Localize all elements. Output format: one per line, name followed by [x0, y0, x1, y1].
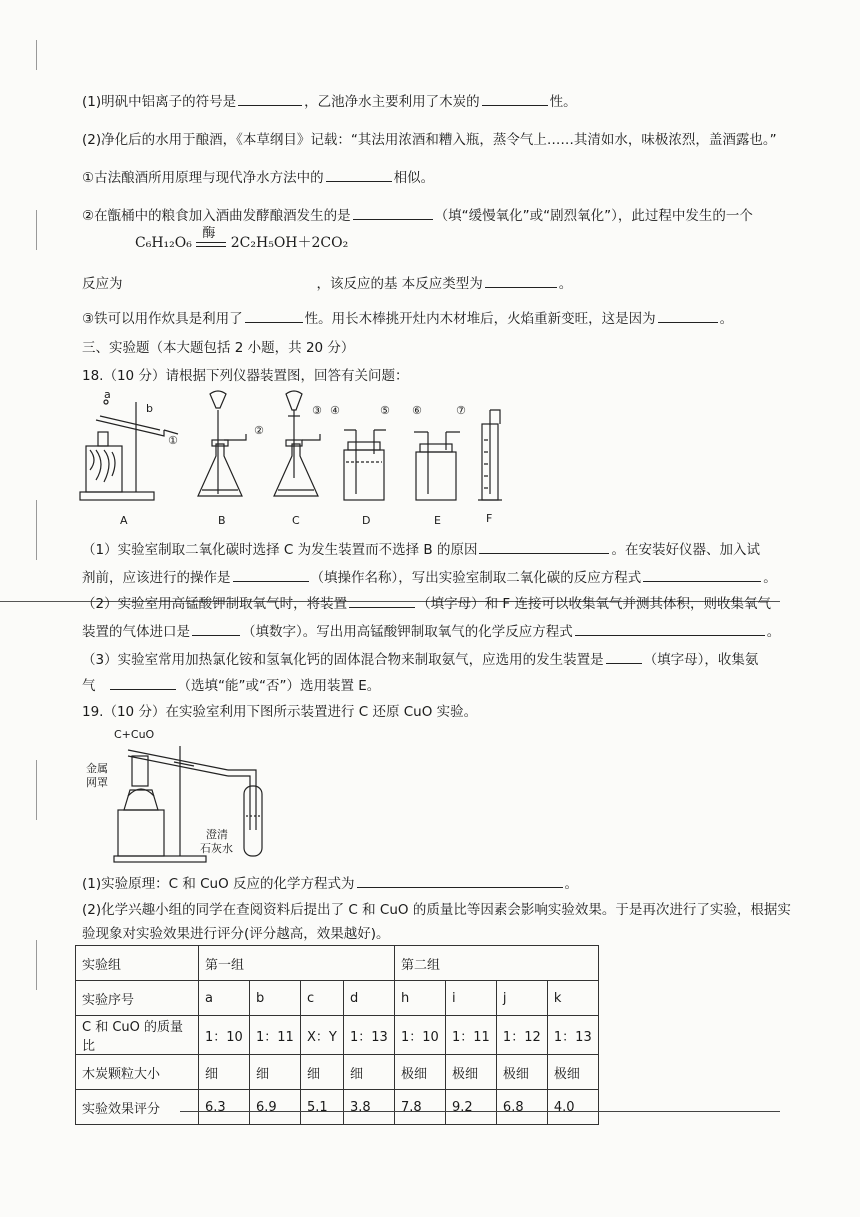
- apparatus-b: [198, 391, 246, 496]
- answer-blank[interactable]: [485, 275, 557, 288]
- table-header-cell: 第二组: [394, 946, 598, 981]
- table-row: [76, 1055, 599, 1090]
- question-18-2-line-b: 装置的气体进口是 （填数字）。写出用高锰酸钾制取氧气的化学反应方程式 。: [82, 624, 781, 640]
- label-a: a: [104, 388, 111, 401]
- table-cell: 1：11: [445, 1016, 496, 1055]
- caption-b: B: [218, 514, 226, 527]
- table-cell: 极细: [445, 1055, 496, 1090]
- apparatus-d: [344, 430, 386, 500]
- binding-margin-line: [36, 500, 37, 560]
- answer-blank[interactable]: [575, 623, 765, 636]
- table-cell: h: [394, 981, 445, 1016]
- label-limewater: 澄清: [206, 828, 228, 841]
- question-2-3-line: ③铁可以用作炊具是利用了 性。用长木棒挑开灶内木材堆后，火焰重新变旺，这是因为 。: [82, 311, 734, 327]
- label-3: ③: [312, 404, 322, 417]
- label-c-cuo: C+CuO: [114, 728, 155, 741]
- binding-margin-line: [36, 40, 37, 70]
- table-cell: i: [445, 981, 496, 1016]
- table-cell: 1：10: [394, 1016, 445, 1055]
- question-2-line: (2)净化后的水用于酿酒，《本草纲目》记载：“其法用浓酒和糟入瓶，蒸令气上……其清如水，味极浓烈，盖酒露也。”: [82, 132, 777, 148]
- caption-c: C: [292, 514, 300, 527]
- label-4: ④: [330, 404, 340, 417]
- table-cell: 细: [300, 1055, 343, 1090]
- answer-blank[interactable]: [606, 651, 642, 664]
- chemical-equation: C₆H₁₂O₆ 酶 2C₂H₅OH＋2CO₂: [135, 226, 349, 251]
- question-18-1-line: （1）实验室制取二氧化碳时选择 C 为发生装置而不选择 B 的原因 。在安装好仪器、加入试: [82, 542, 760, 558]
- table-cell: 6.9: [249, 1090, 300, 1125]
- question-2-2-line: ②在甑桶中的粮食加入酒曲发酵酿酒发生的是 （填“缓慢氧化”或“剧烈氧化”），此过程中发生的一个: [82, 208, 753, 224]
- table-cell: 7.8: [394, 1090, 445, 1125]
- apparatus-a: [80, 400, 178, 500]
- caption-a: A: [120, 514, 128, 527]
- answer-blank[interactable]: [482, 93, 548, 106]
- row-label: 实验效果评分: [76, 1090, 199, 1125]
- table-cell: 9.2: [445, 1090, 496, 1125]
- table-cell: b: [249, 981, 300, 1016]
- table-cell: 细: [249, 1055, 300, 1090]
- table-cell: 1：13: [547, 1016, 598, 1055]
- table-row: [76, 1016, 599, 1055]
- row-label: 木炭颗粒大小: [76, 1055, 199, 1090]
- label-metal-mesh: 网罩: [86, 776, 108, 789]
- answer-blank[interactable]: [357, 875, 563, 888]
- label-5: ⑤: [380, 404, 390, 417]
- table-cell: 6.3: [199, 1090, 250, 1125]
- answer-blank[interactable]: [245, 310, 303, 323]
- table-cell: 细: [343, 1055, 394, 1090]
- table-cell: 1：12: [496, 1016, 547, 1055]
- table-cell: 1：11: [249, 1016, 300, 1055]
- table-cell: 极细: [547, 1055, 598, 1090]
- answer-blank[interactable]: [479, 541, 609, 554]
- binding-margin-line: [36, 940, 37, 990]
- c-reduces-cuo-apparatus: [110, 726, 280, 866]
- label-metal-mesh: 金属: [86, 762, 108, 775]
- question-19-2-line: (2)化学兴趣小组的同学在查阅资料后提出了 C 和 CuO 的质量比等因素会影响实验效果。于是再次进行了实验，根据实: [82, 902, 791, 918]
- question-19-title: 19.（10 分）在实验室利用下图所示装置进行 C 还原 CuO 实验。: [82, 704, 478, 720]
- row-label: 实验序号: [76, 981, 199, 1016]
- answer-blank[interactable]: [643, 569, 761, 582]
- table-header-row: [76, 946, 599, 981]
- row-label: C 和 CuO 的质量比: [76, 1016, 199, 1055]
- binding-margin-line: [36, 760, 37, 820]
- answer-blank[interactable]: [233, 569, 309, 582]
- section-heading: 三、实验题（本大题包括 2 小题，共 20 分）: [82, 340, 355, 356]
- answer-blank[interactable]: [353, 207, 433, 220]
- table-cell: c: [300, 981, 343, 1016]
- label-b: b: [146, 402, 153, 415]
- question-18-title: 18.（10 分）请根据下列仪器装置图，回答有关问题：: [82, 368, 409, 384]
- table-cell: j: [496, 981, 547, 1016]
- experiment-table: [75, 945, 599, 1125]
- table-cell: 1：10: [199, 1016, 250, 1055]
- caption-e: E: [434, 514, 441, 527]
- binding-margin-line: [36, 210, 37, 250]
- table-cell: 5.1: [300, 1090, 343, 1125]
- question-2-2-line-b: 反应为 ，该反应的基 本反应类型为 。: [82, 276, 573, 292]
- table-cell: a: [199, 981, 250, 1016]
- table-header-cell: 实验组: [76, 946, 199, 981]
- apparatus-e: [414, 432, 460, 500]
- question-19-1-line: (1)实验原理：C 和 CuO 反应的化学方程式为 。: [82, 876, 579, 892]
- answer-blank[interactable]: [238, 93, 302, 106]
- table-cell: 极细: [394, 1055, 445, 1090]
- table-cell: 细: [199, 1055, 250, 1090]
- question-1-line: (1)明矾中铝离子的符号是 ，乙池净水主要利用了木炭的 性。: [82, 94, 577, 110]
- question-18-1-line-b: 剂前，应该进行的操作是 （填操作名称），写出实验室制取二氧化碳的反应方程式 。: [82, 570, 777, 586]
- table-row: [76, 981, 599, 1016]
- label-6: ⑥: [412, 404, 422, 417]
- answer-blank[interactable]: [192, 623, 240, 636]
- label-limewater: 石灰水: [200, 842, 233, 855]
- table-cell: X：Y: [300, 1016, 343, 1055]
- label-7: ⑦: [456, 404, 466, 417]
- answer-blank[interactable]: [658, 310, 718, 323]
- table-header-cell: 第一组: [199, 946, 395, 981]
- table-cell: d: [343, 981, 394, 1016]
- question-18-3-line-b: 气 （选填“能”或“否”）选用装置 E。: [82, 678, 381, 694]
- table-cell: 6.8: [496, 1090, 547, 1125]
- answer-blank[interactable]: [110, 677, 176, 690]
- table-cell: 极细: [496, 1055, 547, 1090]
- question-2-1-line: ①古法酿酒所用原理与现代净水方法中的 相似。: [82, 170, 435, 186]
- caption-d: D: [362, 514, 371, 527]
- apparatus-f: [478, 410, 502, 500]
- question-18-2-line: （2）实验室用高锰酸钾制取氧气时，将装置 （填字母）和 F 连接可以收集氧气并测其体积，则收集氧气: [82, 596, 771, 612]
- label-2: ②: [254, 424, 264, 437]
- question-19-2-line-b: 验现象对实验效果进行评分(评分越高，效果越好)。: [82, 926, 390, 942]
- apparatus-figure: [78, 390, 518, 526]
- table-row: [76, 1090, 599, 1125]
- table-cell: 4.0: [547, 1090, 598, 1125]
- label-1: ①: [168, 434, 178, 447]
- table-cell: 1：13: [343, 1016, 394, 1055]
- answer-blank[interactable]: [349, 595, 415, 608]
- caption-f: F: [486, 512, 493, 525]
- scan-line: [180, 1111, 780, 1112]
- table-cell: 3.8: [343, 1090, 394, 1125]
- reaction-arrow: 酶: [196, 232, 226, 247]
- answer-blank[interactable]: [326, 169, 392, 182]
- question-18-3-line: （3）实验室常用加热氯化铵和氢氧化钙的固体混合物来制取氨气，应选用的发生装置是 （填字母），收集氨: [82, 652, 759, 668]
- table-cell: k: [547, 981, 598, 1016]
